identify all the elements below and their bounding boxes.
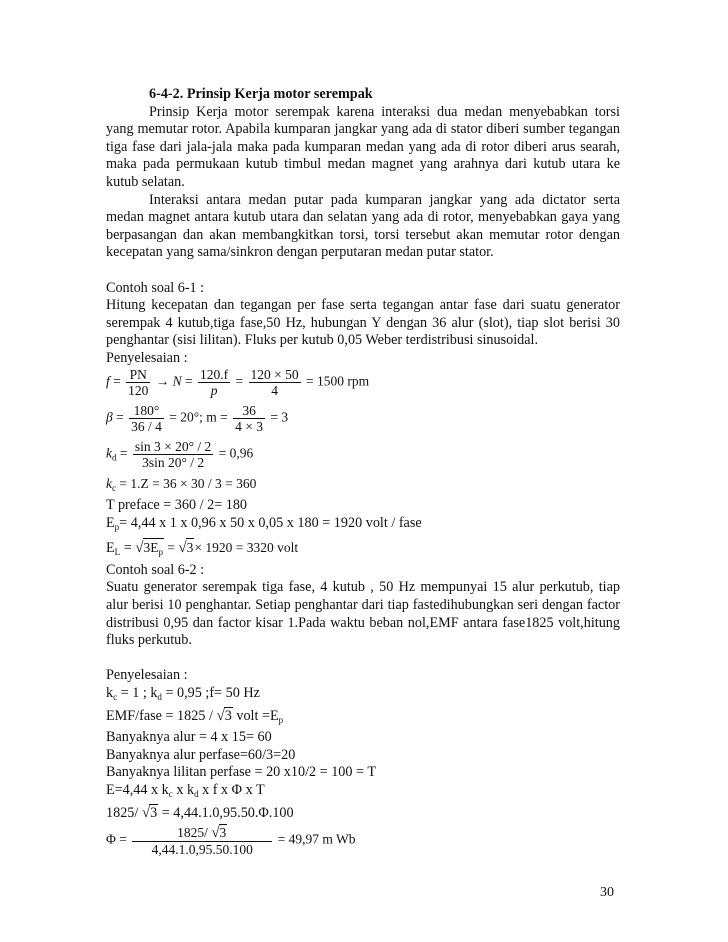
- example-1-solution-label: Penyelesaian :: [106, 349, 188, 366]
- paragraph-1: Prinsip Kerja motor serempak karena interaksi dua medan menyebabkan torsi yang memutar rotor. Apabila kumparan jangkar yang ada di stator diberi sumber tegangan tiga fase dari jala-jala maka pada kumparan medan yang ada di rotor diberi arus searah, maka pada permukaan kutub timbul medan magnet yang arahnya dari kutub utara ke kutub selatan.: [106, 103, 620, 190]
- fraction: $\frac{120 \times 50}{4}$: [250, 366, 299, 398]
- document-page: [106, 86, 620, 864]
- ex2-line-4: Banyaknya alur perfase=60/3=20: [106, 746, 296, 763]
- el-line: $E_L = √3E_p = √3\times 1920 = 3320$ volt: [106, 538, 620, 562]
- sqrt: $3E_p$: [143, 538, 165, 562]
- example-2-title: Contoh soal 6-2 :: [106, 561, 205, 578]
- ex2-line-3: Banyaknya alur = 4 x 15= 60: [106, 729, 272, 746]
- equation-phi: Φ = $\frac{1825/ √3}{4,44.1.0,95.50.100}$ = 49,97 m Wb: [106, 825, 356, 858]
- fraction: $\frac{\sin 3 \times 20^\circ / 2}{3\sin 20^\circ / 2}$: [134, 438, 212, 470]
- equation-speed: f = $\frac{PN}{120}$ → N = $\frac{120.f}{p}$ = $\frac{120 \times 50}{4}$ = 1500 rpm: [106, 366, 370, 398]
- equation-beta: β = $\frac{180^\circ}{36 / 4}$ = 20°; m = $\frac{36}{4 \times 3}$ = 3: [106, 402, 289, 434]
- fraction: $\frac{1825/ √3}{4,44.1.0,95.50.100}$: [132, 824, 272, 857]
- equation-kc: $k_c = 1.Z = 36 \times 30 / 3 = 360$: [106, 475, 257, 493]
- ex2-line-2: EMF/fase = 1825 / √3 volt $=E_p$: [106, 707, 284, 725]
- ex2-line-7: 1825/ √3 = 4,44.1.0,95.50.Φ.100: [106, 804, 294, 821]
- ex2-line-1: $k_c = 1$ ; $k_d = 0,95$ ;f= 50 Hz: [106, 685, 260, 703]
- ex2-line-6: E=4,44 x $k_c$ x $k_d$ x f x Φ x T: [106, 782, 265, 799]
- ex2-line-5: Banyaknya lilitan perfase = 20 x10/2 = 100 = T: [106, 764, 376, 781]
- t-preface-line: T preface = 360 / 2= 180: [106, 497, 248, 514]
- example-1-problem: Hitung kecepatan dan tegangan per fase serta tegangan antar fase dari suatu generator serempak 4 kutub,tiga fase,50 Hz, hubungan Y dengan 36 alur (slot), tiap slot berisi 30 penghantar (sisi lilitan). Fluks per kutub 0,05 Weber terdistribusi sinusoidal.: [106, 297, 620, 349]
- example-2-problem: Suatu generator serempak tiga fase, 4 kutub , 50 Hz mempunyai 15 alur perkutub, tiap alur berisi 10 penghantar. Setiap penghantar dari tiap fastedihubungkan seri dengan factor distribusi 0,95 dan factor kisar 1.Pada waktu beban nol,EMF antara fase1825 volt,hitung fluks perkutub.: [106, 579, 620, 649]
- equation-kd: $k_d$ = $\frac{\sin 3 \times 20^\circ / 2}{3\sin 20^\circ / 2}$ = 0,96: [106, 438, 254, 470]
- fraction: $\frac{120.f}{p}$: [200, 366, 229, 398]
- fraction: $\frac{36}{4 \times 3}$: [235, 402, 264, 434]
- page-number: 30: [600, 885, 614, 900]
- ep-line: $E_p= 4,44$ x 1 x 0,96 x 50 x 0,05 x 180 = 1920 volt / fase: [106, 514, 422, 532]
- paragraph-2: Interaksi antara medan putar pada kumparan jangkar yang ada dictator serta medan magnet antara kutub utara dan selatan yang ada di rotor, menyebabkan gaya yang berpasangan dan akan membangkitkan torsi, torsi tersebut akan memutar rotor dengan kecepatan yang sama/sinkron dengan perputaran medan putar stator.: [106, 191, 620, 261]
- example-1-title: Contoh soal 6-1 :: [106, 279, 205, 296]
- section-heading: 6-4-2. Prinsip Kerja motor serempak: [149, 86, 373, 102]
- fraction: $\frac{180^\circ}{36 / 4}$: [131, 402, 162, 434]
- fraction: $\frac{PN}{120}$: [128, 366, 149, 398]
- example-2-solution-label: Penyelesaian :: [106, 667, 188, 684]
